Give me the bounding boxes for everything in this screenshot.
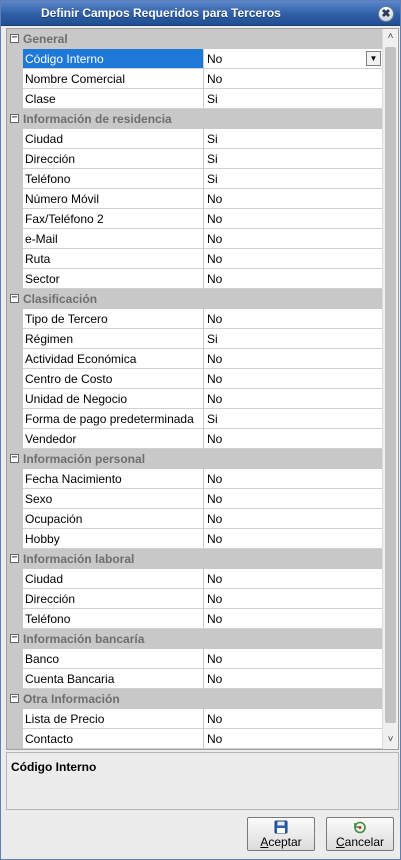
- property-value[interactable]: No: [207, 572, 223, 586]
- property-grid[interactable]: [6, 28, 399, 750]
- property-name[interactable]: Clase: [23, 89, 204, 108]
- category-header[interactable]: [7, 29, 382, 49]
- row-gutter: [7, 89, 23, 109]
- property-name[interactable]: Teléfono: [23, 169, 204, 188]
- property-row[interactable]: [7, 669, 382, 689]
- property-name[interactable]: Lista de Precio: [23, 709, 204, 728]
- property-row[interactable]: [7, 609, 382, 629]
- row-gutter: [7, 209, 23, 229]
- category-label: Información bancaría: [23, 632, 145, 646]
- property-value[interactable]: No: [207, 712, 223, 726]
- property-name[interactable]: Unidad de Negocio: [23, 389, 204, 408]
- property-row[interactable]: [7, 589, 382, 609]
- vertical-scrollbar[interactable]: [382, 29, 398, 749]
- property-name[interactable]: Fecha Nacimiento: [23, 469, 204, 488]
- window-title: Definir Campos Requeridos para Terceros: [41, 6, 281, 20]
- property-value[interactable]: Si: [207, 332, 218, 346]
- category-header[interactable]: [7, 449, 382, 469]
- category-header[interactable]: [7, 689, 382, 709]
- property-value[interactable]: No: [207, 212, 223, 226]
- property-row[interactable]: [7, 189, 382, 209]
- row-gutter: [7, 309, 23, 329]
- row-gutter: [7, 249, 23, 269]
- property-name[interactable]: Centro de Costo: [23, 369, 204, 388]
- row-gutter: [7, 389, 23, 409]
- property-row[interactable]: [7, 369, 382, 389]
- collapse-toggle-icon[interactable]: −: [11, 452, 18, 463]
- property-row[interactable]: [7, 129, 382, 149]
- category-label: Otra Información: [23, 692, 120, 706]
- property-row[interactable]: [7, 309, 382, 329]
- property-row[interactable]: [7, 229, 382, 249]
- property-row[interactable]: [7, 469, 382, 489]
- row-gutter: [7, 489, 23, 509]
- property-value[interactable]: Si: [207, 132, 218, 146]
- property-row[interactable]: [7, 149, 382, 169]
- property-name[interactable]: e-Mail: [23, 229, 204, 248]
- property-grid-rows: [7, 29, 382, 749]
- property-row[interactable]: [7, 269, 382, 289]
- cancel-button[interactable]: [326, 817, 394, 851]
- property-name[interactable]: Ciudad: [23, 569, 204, 588]
- property-row[interactable]: [7, 169, 382, 189]
- description-panel: [6, 752, 399, 810]
- property-value[interactable]: No: [207, 512, 223, 526]
- property-name[interactable]: Ciudad: [23, 129, 204, 148]
- property-value[interactable]: No: [207, 232, 223, 246]
- property-row[interactable]: [7, 529, 382, 549]
- property-row[interactable]: [7, 429, 382, 449]
- property-value[interactable]: No: [207, 612, 223, 626]
- property-value[interactable]: No: [207, 52, 223, 66]
- row-gutter: [7, 589, 23, 609]
- property-row[interactable]: [7, 489, 382, 509]
- property-row[interactable]: [7, 209, 382, 229]
- property-name[interactable]: Régimen: [23, 329, 204, 348]
- property-row[interactable]: [7, 509, 382, 529]
- row-gutter: [7, 429, 23, 449]
- row-gutter: [7, 609, 23, 629]
- property-row[interactable]: [7, 89, 382, 109]
- property-row[interactable]: [7, 709, 382, 729]
- property-name[interactable]: Número Móvil: [23, 189, 204, 208]
- row-gutter: [7, 169, 23, 189]
- property-row[interactable]: [7, 49, 382, 69]
- accept-button-label: Aceptar: [260, 835, 302, 849]
- row-gutter: [7, 569, 23, 589]
- property-value[interactable]: No: [207, 472, 223, 486]
- row-gutter: [7, 149, 23, 169]
- category-header[interactable]: [7, 109, 382, 129]
- category-header[interactable]: [7, 289, 382, 309]
- cancel-arrow-icon: [353, 820, 367, 834]
- row-gutter: [7, 669, 23, 689]
- accept-button[interactable]: [247, 817, 315, 851]
- property-value[interactable]: Si: [207, 172, 218, 186]
- property-row[interactable]: [7, 729, 382, 749]
- collapse-toggle-icon[interactable]: −: [11, 32, 18, 43]
- property-name[interactable]: Banco: [23, 649, 204, 668]
- row-gutter: [7, 509, 23, 529]
- property-value[interactable]: No: [207, 672, 223, 686]
- property-row[interactable]: [7, 389, 382, 409]
- property-row[interactable]: [7, 249, 382, 269]
- property-value[interactable]: Si: [207, 92, 218, 106]
- property-name[interactable]: Código Interno: [23, 49, 204, 68]
- row-gutter: [7, 349, 23, 369]
- category-label: Clasificación: [23, 292, 98, 306]
- row-gutter: [7, 469, 23, 489]
- collapse-toggle-icon[interactable]: −: [11, 112, 18, 123]
- property-row[interactable]: [7, 569, 382, 589]
- row-gutter: [7, 729, 23, 749]
- property-row[interactable]: [7, 69, 382, 89]
- title-bar[interactable]: [1, 1, 400, 26]
- property-value[interactable]: Si: [207, 152, 218, 166]
- collapse-toggle-icon[interactable]: −: [11, 292, 18, 303]
- collapse-toggle-icon[interactable]: −: [11, 632, 18, 643]
- property-name[interactable]: Forma de pago predeterminada: [23, 409, 204, 428]
- property-name[interactable]: Contacto: [23, 729, 204, 748]
- row-gutter: [7, 229, 23, 249]
- property-name[interactable]: Dirección: [23, 149, 204, 168]
- close-icon[interactable]: ✖: [378, 6, 394, 22]
- property-value[interactable]: No: [207, 252, 223, 266]
- row-gutter: [7, 269, 23, 289]
- property-value[interactable]: No: [207, 372, 223, 386]
- property-name[interactable]: Hobby: [23, 529, 204, 548]
- row-gutter: [7, 709, 23, 729]
- property-value[interactable]: No: [207, 352, 223, 366]
- property-row[interactable]: [7, 649, 382, 669]
- property-name[interactable]: Dirección: [23, 589, 204, 608]
- property-value[interactable]: No: [207, 532, 223, 546]
- property-name[interactable]: Nombre Comercial: [23, 69, 204, 88]
- collapse-toggle-icon[interactable]: −: [11, 692, 18, 703]
- property-name[interactable]: Tipo de Tercero: [23, 309, 204, 328]
- property-value[interactable]: Si: [207, 412, 218, 426]
- row-gutter: [7, 369, 23, 389]
- category-label: Información laboral: [23, 552, 135, 566]
- property-name[interactable]: Vendedor: [23, 429, 204, 448]
- row-gutter: [7, 649, 23, 669]
- property-name[interactable]: Sexo: [23, 489, 204, 508]
- floppy-disk-icon: [274, 820, 288, 834]
- property-value[interactable]: No: [207, 272, 223, 286]
- row-gutter: [7, 529, 23, 549]
- row-gutter: [7, 329, 23, 349]
- category-label: Información personal: [23, 452, 146, 466]
- description-title: Código Interno: [11, 760, 97, 774]
- property-row[interactable]: [7, 409, 382, 429]
- row-gutter: [7, 129, 23, 149]
- category-label: Información de residencia: [23, 112, 172, 126]
- property-row[interactable]: [7, 329, 382, 349]
- property-name[interactable]: Sector: [23, 269, 204, 288]
- row-gutter: [7, 69, 23, 89]
- collapse-toggle-icon[interactable]: −: [11, 552, 18, 563]
- scroll-thumb[interactable]: [385, 47, 396, 723]
- property-value[interactable]: No: [207, 732, 223, 746]
- row-gutter: [7, 189, 23, 209]
- property-name[interactable]: Ruta: [23, 249, 204, 268]
- property-value[interactable]: No: [207, 312, 223, 326]
- scroll-down-arrow[interactable]: ˅: [387, 734, 394, 745]
- category-header[interactable]: [7, 629, 382, 649]
- property-value[interactable]: No: [207, 72, 223, 86]
- property-value[interactable]: No: [207, 652, 223, 666]
- property-value[interactable]: No: [207, 192, 223, 206]
- dropdown-arrow-icon[interactable]: ▼: [366, 51, 381, 66]
- row-gutter: [7, 409, 23, 429]
- cancel-button-label: Cancelar: [335, 835, 385, 849]
- property-name[interactable]: Teléfono: [23, 609, 204, 628]
- category-header[interactable]: [7, 549, 382, 569]
- row-gutter: [7, 49, 23, 69]
- property-value[interactable]: No: [207, 392, 223, 406]
- category-label: General: [23, 32, 68, 46]
- property-value[interactable]: No: [207, 592, 223, 606]
- property-name[interactable]: Fax/Teléfono 2: [23, 209, 204, 228]
- property-value[interactable]: No: [207, 492, 223, 506]
- property-value[interactable]: No: [207, 432, 223, 446]
- scroll-up-arrow[interactable]: ˄: [387, 31, 394, 42]
- property-name[interactable]: Cuenta Bancaria: [23, 669, 204, 688]
- property-name[interactable]: Ocupación: [23, 509, 204, 528]
- property-row[interactable]: [7, 349, 382, 369]
- property-name[interactable]: Actividad Económica: [23, 349, 204, 368]
